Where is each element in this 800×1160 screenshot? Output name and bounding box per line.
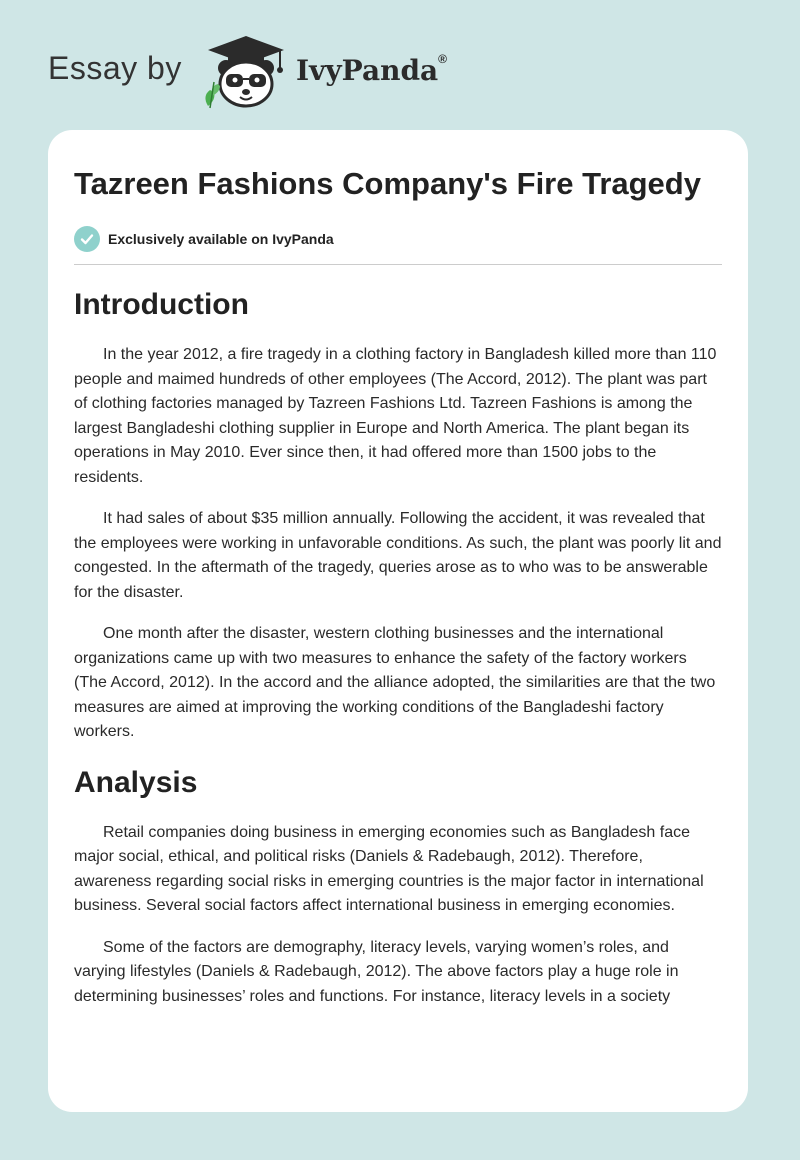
essay-by-label: Essay by: [48, 50, 182, 86]
check-icon: [74, 226, 100, 252]
paragraph: One month after the disaster, western clothing businesses and the international organizations came up with two measures to enhance the safety of the factory workers (The Accord, 2012). In the accord and the alliance adopted, the similarities are that the two measures are aimed at improving the working conditions of the Bangladeshi factory workers.: [74, 625, 716, 740]
paragraph: Retail companies doing business in emerging economies such as Bangladesh face major social, ethical, and political risks (Daniels & Radebaugh, 2012). Therefore, awareness regarding social risks in emerging countries is the major factor in international business. Several social factors affect international business in emerging economies.: [74, 823, 704, 914]
site-header: [0, 0, 800, 130]
ivypanda-logo-icon[interactable]: [200, 34, 292, 110]
essay-card: [48, 130, 748, 1112]
section-heading-analysis: Analysis: [74, 765, 198, 799]
essay-content: [74, 164, 722, 1009]
paragraph: In the year 2012, a fire tragedy in a clothing factory in Bangladesh killed more than 110 people and maimed hundreds of other employees (The Accord, 2012). The plant was part of clothing factories managed by Tazreen Fashions Ltd. Tazreen Fashions is among the largest Bangladeshi clothing supplier in Europe and North America. The plant began its operations in May 2010. Ever since then, it had offered more than 1500 jobs to the residents.: [74, 346, 717, 486]
divider: [74, 264, 722, 265]
paragraph: Some of the factors are demography, literacy levels, varying women’s roles, and varying lifestyles (Daniels & Radebaugh, 2012). The above factors play a huge role in determining businesses’ roles and functions. For instance, literacy levels in a society: [74, 938, 679, 1005]
paragraph: It had sales of about $35 million annually. Following the accident, it was revealed that the employees were working in unfavorable conditions. As such, the plant was poorly lit and congested. In the aftermath of the tragedy, queries arose as to who was to be answerable for the disaster.: [74, 510, 722, 601]
page-title: Tazreen Fashions Company's Fire Tragedy: [74, 166, 701, 201]
exclusive-label: Exclusively available on IvyPanda: [108, 231, 334, 247]
registered-mark: ®: [438, 52, 448, 66]
brand-name-text: IvyPanda: [296, 54, 439, 87]
brand-name[interactable]: [296, 54, 447, 87]
exclusive-badge: [74, 226, 722, 252]
section-heading-introduction: Introduction: [74, 288, 249, 321]
